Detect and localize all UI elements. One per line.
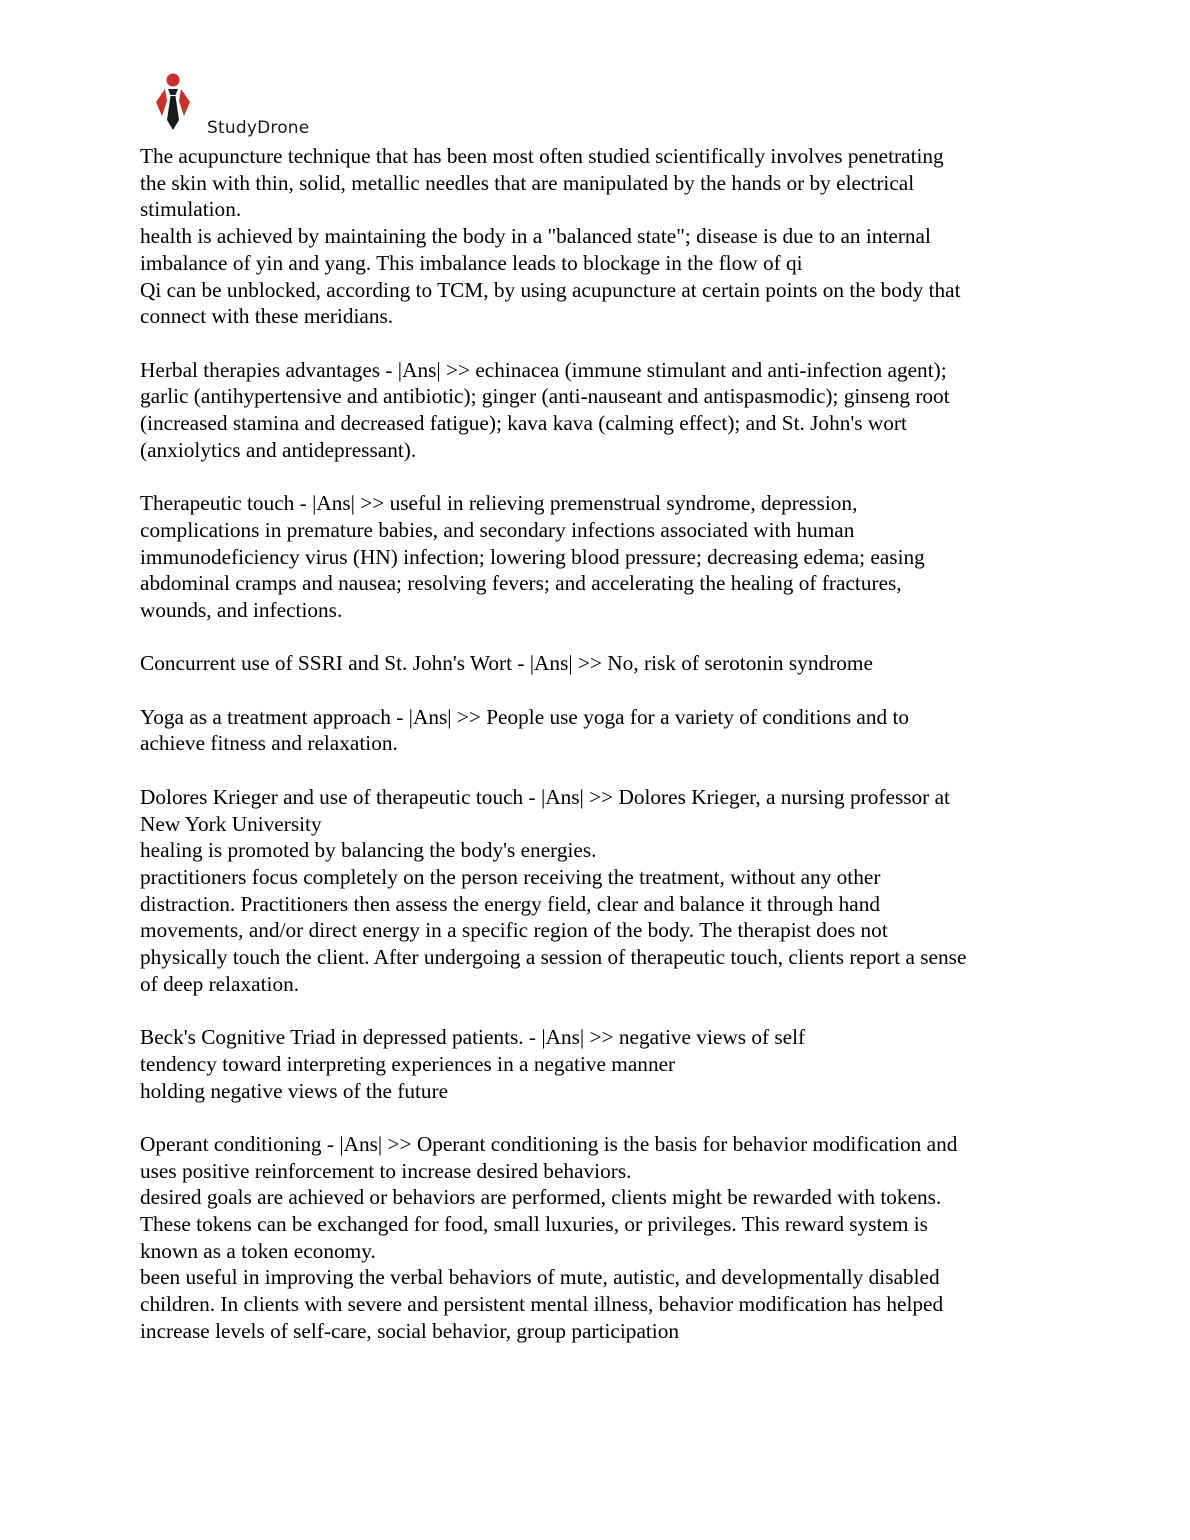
text-line: of deep relaxation. [140,971,300,996]
text-line: desired goals are achieved or behaviors are performed, clients might be rewarded with tokens. [140,1185,942,1210]
logo-text: StudyDrone [207,118,310,138]
studydrone-logo [153,72,323,142]
text-line: (anxiolytics and antidepressant). [140,437,417,462]
studydrone-tie-icon [153,72,193,134]
text-line: Therapeutic touch - |Ans| >> useful in relieving premenstrual syndrome, depression, [140,491,858,516]
text-line: complications in premature babies, and secondary infections associated with human [140,517,855,542]
text-line: The acupuncture technique that has been most often studied scientifically involves penetrating [140,144,944,168]
text-line: achieve fitness and relaxation. [140,731,398,756]
text-line: tendency toward interpreting experiences in a negative manner [140,1051,676,1076]
text-line: been useful in improving the verbal behaviors of mute, autistic, and developmentally disabled [140,1265,940,1290]
qa-block [140,650,1060,677]
text-line: practitioners focus completely on the person receiving the treatment, without any other [140,864,881,889]
text-line: New York University [140,811,322,836]
text-line: stimulation. [140,197,242,222]
document-body [140,143,1060,1371]
text-line: holding negative views of the future [140,1078,449,1103]
qa-block [140,490,1060,624]
qa-block [140,1024,1060,1104]
text-line: the skin with thin, solid, metallic needles that are manipulated by the hands or by electrical [140,170,915,195]
text-line: physically touch the client. After undergoing a session of therapeutic touch, clients report a sense [140,945,967,970]
text-line: wounds, and infections. [140,597,343,622]
text-line: Concurrent use of SSRI and St. John's Wort - |Ans| >> No, risk of serotonin syndrome [140,651,873,676]
qa-block [140,1131,1060,1345]
qa-block [140,704,1060,757]
qa-block [140,357,1060,464]
text-line: movements, and/or direct energy in a specific region of the body. The therapist does not [140,918,888,943]
text-line: distraction. Practitioners then assess the energy field, clear and balance it through hand [140,891,881,916]
text-line: Herbal therapies advantages - |Ans| >> echinacea (immune stimulant and anti-infection agent); [140,357,947,382]
text-line: Beck's Cognitive Triad in depressed patients. - |Ans| >> negative views of self [140,1025,806,1050]
text-line: abdominal cramps and nausea; resolving fevers; and accelerating the healing of fractures, [140,571,902,596]
text-line: garlic (antihypertensive and antibiotic); ginger (anti-nauseant and antispasmodic); ginseng root [140,384,950,409]
text-line: Operant conditioning - |Ans| >> Operant conditioning is the basis for behavior modification and [140,1131,958,1156]
text-line: Dolores Krieger and use of therapeutic touch - |Ans| >> Dolores Krieger, a nursing professor at [140,784,950,809]
qa-block [140,143,1060,330]
text-line: immunodeficiency virus (HN) infection; lowering blood pressure; decreasing edema; easing [140,544,925,569]
text-line: These tokens can be exchanged for food, small luxuries, or privileges. This reward system is [140,1212,928,1237]
text-line: connect with these meridians. [140,304,394,329]
text-line: increase levels of self-care, social behavior, group participation [140,1318,680,1343]
text-line: healing is promoted by balancing the body's energies. [140,838,597,863]
qa-block [140,784,1060,998]
text-line: children. In clients with severe and persistent mental illness, behavior modification has helped [140,1292,944,1317]
text-line: uses positive reinforcement to increase desired behaviors. [140,1158,632,1183]
text-line: Yoga as a treatment approach - |Ans| >> People use yoga for a variety of conditions and to [140,704,910,729]
text-line: imbalance of yin and yang. This imbalance leads to blockage in the flow of qi [140,250,803,275]
text-line: Qi can be unblocked, according to TCM, by using acupuncture at certain points on the body that [140,277,961,302]
text-line: health is achieved by maintaining the body in a "balanced state"; disease is due to an internal [140,224,931,249]
text-line: known as a token economy. [140,1238,376,1263]
text-line: (increased stamina and decreased fatigue); kava kava (calming effect); and St. John's wort [140,411,907,436]
